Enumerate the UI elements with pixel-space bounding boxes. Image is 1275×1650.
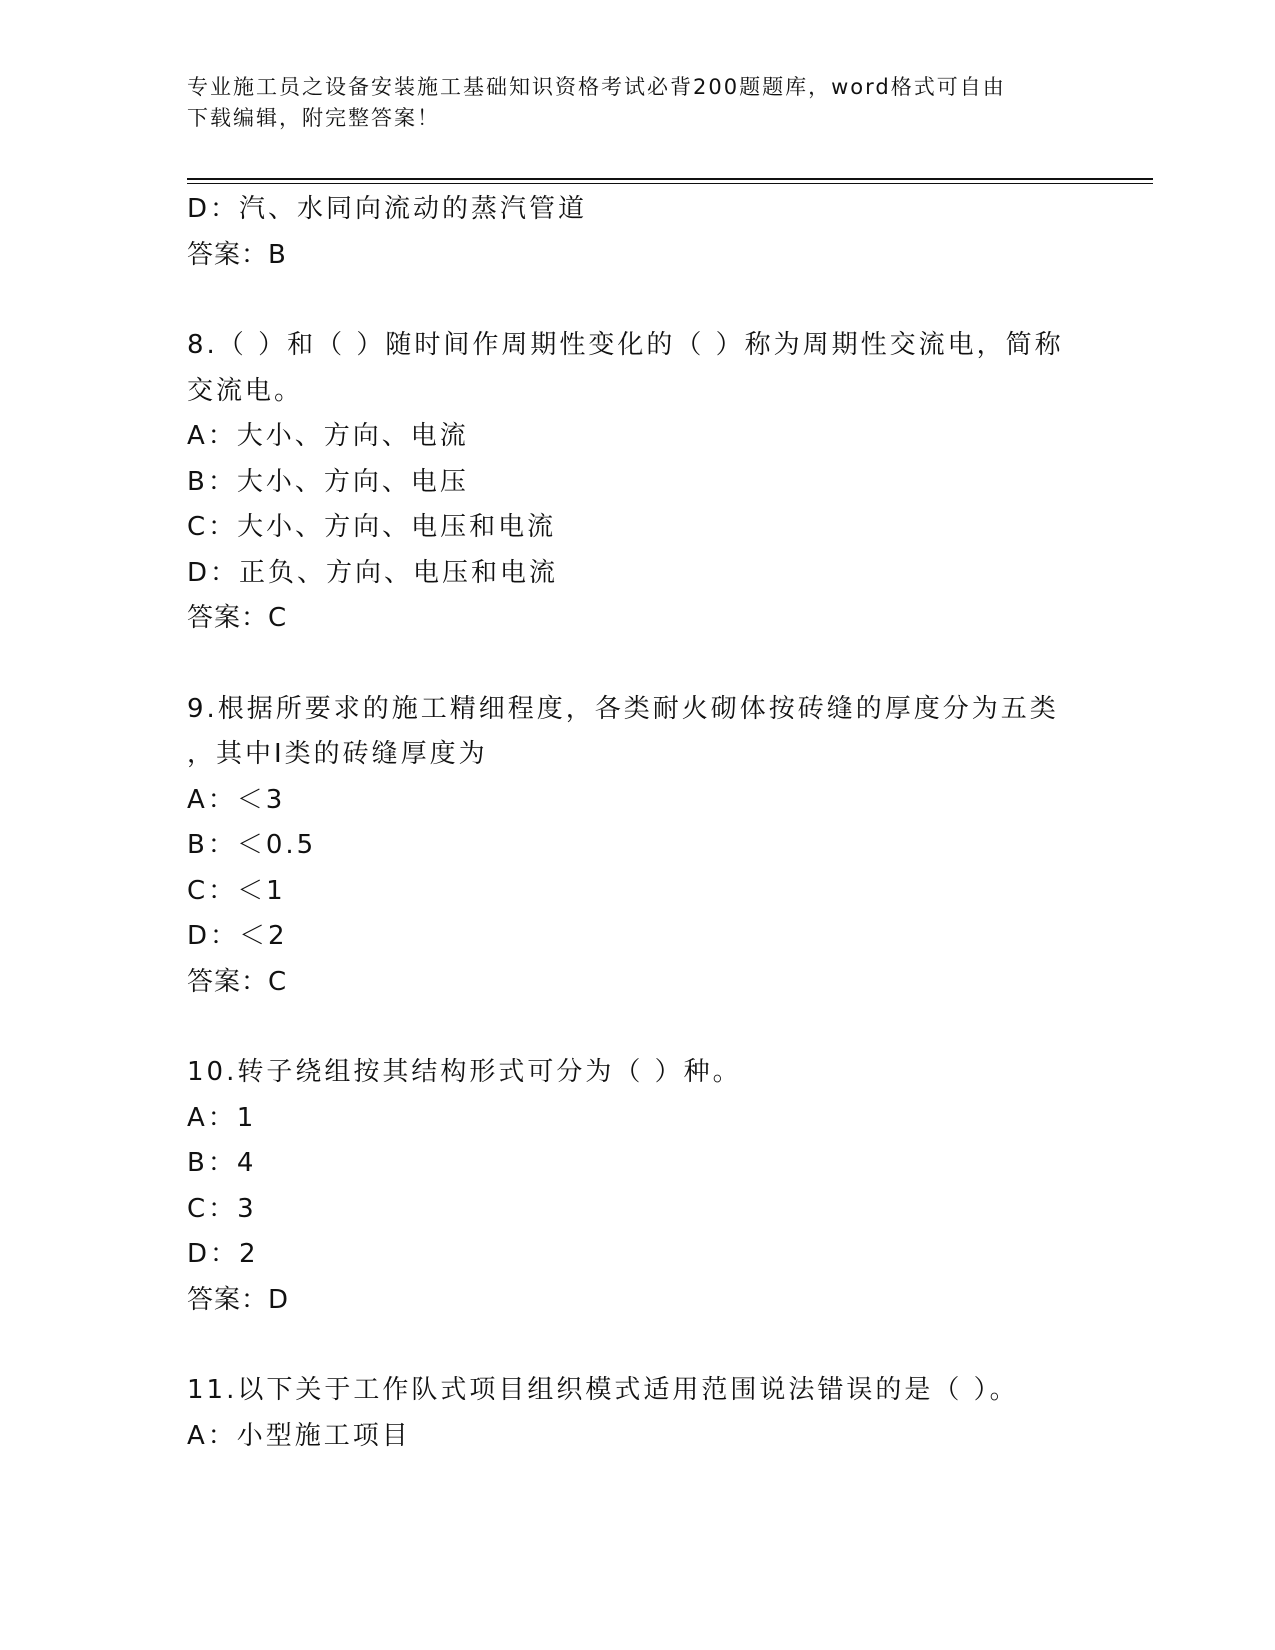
option-b: B：＜0.5 — [187, 830, 317, 860]
answer-label: 答案：C — [187, 966, 288, 997]
option-d: D：2 — [187, 1239, 259, 1269]
option-b: B：4 — [187, 1148, 257, 1178]
spacer — [187, 1323, 1087, 1368]
option-d: D：汽、水同向流动的蒸汽管道 — [187, 194, 588, 224]
question-10 — [187, 1050, 1087, 1323]
option-b: B：大小、方向、电压 — [187, 466, 469, 497]
answer-label: 答案：C — [187, 603, 288, 633]
spacer — [187, 642, 1087, 687]
question-title: 9.根据所要求的施工精细程度，各类耐火砌体按砖缝的厚度分为五类 — [187, 693, 1059, 724]
answer-label: 答案：B — [187, 239, 287, 270]
option-d: D：＜2 — [187, 921, 288, 951]
question-11 — [187, 1368, 1087, 1459]
option-c: C：3 — [187, 1193, 257, 1224]
option-a: A：小型施工项目 — [187, 1420, 411, 1451]
question-title: 8.（ ）和（ ）随时间作周期性变化的（ ）称为周期性交流电，简称 — [187, 330, 1064, 360]
header-rule-thick — [187, 178, 1153, 180]
question-title-cont: ，其中Ⅰ类的砖缝厚度为 — [187, 739, 488, 769]
header-rule-thin — [187, 183, 1153, 184]
option-a: A：大小、方向、电流 — [187, 421, 469, 451]
answer-label: 答案：D — [187, 1284, 290, 1315]
header-title-line-1: 专业施工员之设备安装施工基础知识资格考试必背200题题库，word格式可自由 — [187, 75, 1006, 99]
document-header — [187, 72, 1067, 134]
question-title-cont: 交流电。 — [187, 375, 304, 406]
question-list — [187, 187, 1087, 1459]
option-a: A：1 — [187, 1102, 257, 1133]
spacer — [187, 278, 1087, 323]
option-d: D：正负、方向、电压和电流 — [187, 557, 559, 588]
header-title-line-2: 下载编辑，附完整答案！ — [187, 106, 440, 130]
option-c: C：＜1 — [187, 875, 286, 906]
question-9 — [187, 687, 1087, 1006]
question-title: 10.转子绕组按其结构形式可分为（ ）种。 — [187, 1057, 742, 1087]
option-a: A：＜3 — [187, 784, 286, 815]
question-8 — [187, 323, 1087, 642]
spacer — [187, 1005, 1087, 1050]
question-title: 11.以下关于工作队式项目组织模式适用范围说法错误的是（ ）。 — [187, 1375, 1019, 1405]
option-c: C：大小、方向、电压和电流 — [187, 512, 557, 542]
